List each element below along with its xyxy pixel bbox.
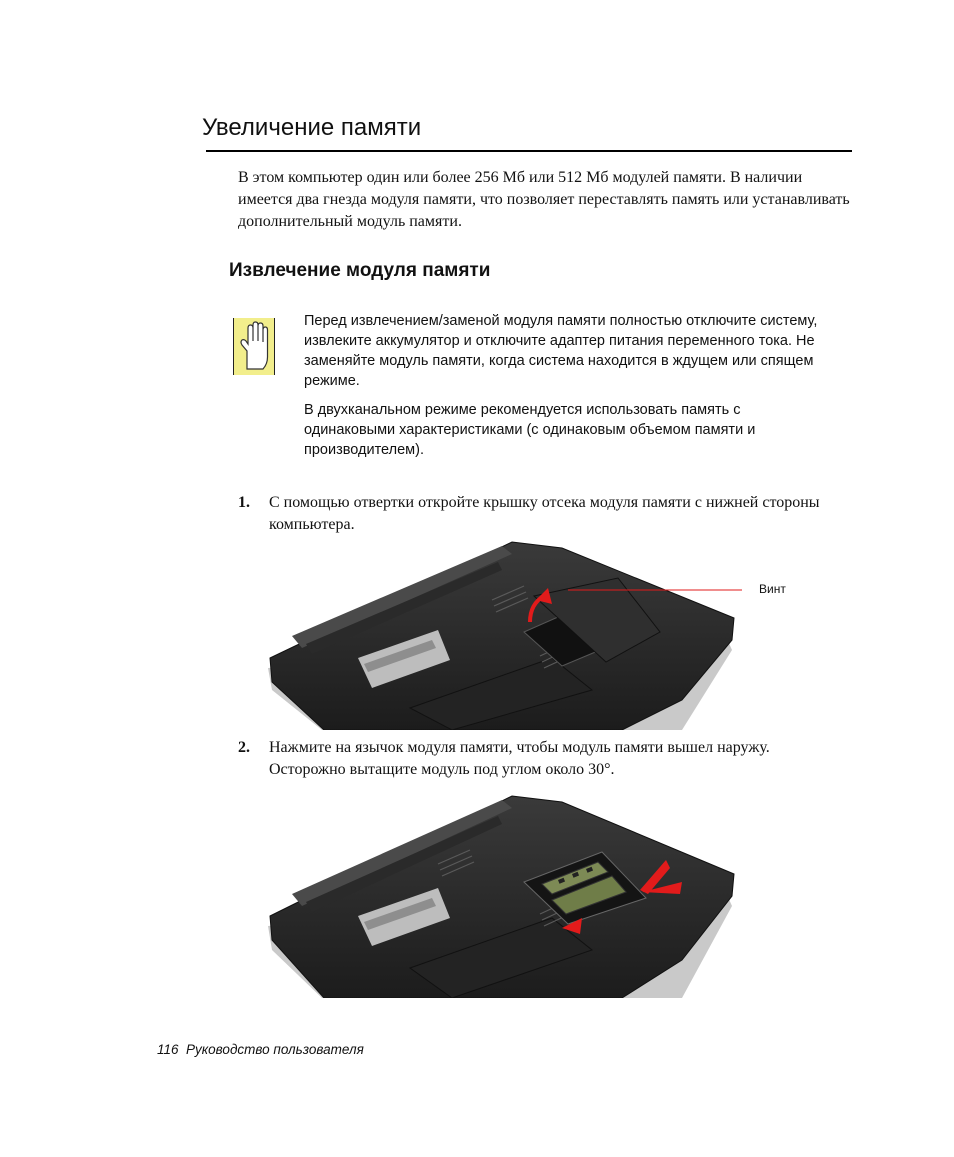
step-number: 1. (238, 494, 250, 511)
page-number: 116 (157, 1042, 179, 1057)
dual-channel-note: В двухканальном режиме рекомендуется использовать память с одинаковыми характеристиками (с одинаковым объемом памяти и производителем). (304, 402, 756, 458)
section-heading: Извлечение модуля памяти (229, 260, 491, 281)
page-footer (157, 1042, 364, 1057)
step-text: С помощью отвертки откройте крышку отсека модуля памяти с нижней стороны компьютера. (269, 494, 820, 533)
step-number: 2. (238, 739, 250, 756)
page-title: Увеличение памяти (202, 114, 422, 141)
caution-hand-icon (233, 318, 275, 375)
laptop-memory-module-photo (262, 794, 742, 998)
intro-paragraph: В этом компьютер один или более 256 Мб или 512 Мб модулей памяти. В наличии имеется два гнезда модуля памяти, что позволяет переставлять память или устанавливать дополнительный модуль памяти. (238, 169, 850, 230)
screw-callout-label: Винт (759, 582, 786, 596)
laptop-underside-cover-photo (262, 540, 742, 730)
caution-note: Перед извлечением/заменой модуля памяти полностью отключите систему, извлеките аккумулятор и отключите адаптер питания переменного тока. Не заменяйте модуль памяти, когда система находится в ждущем или спящем режиме. (304, 313, 818, 389)
footer-label: Руководство пользователя (186, 1042, 364, 1057)
title-rule (206, 150, 852, 152)
step-text: Нажмите на язычок модуля памяти, чтобы модуль памяти вышел наружу. Осторожно вытащите модуль под углом около 30°. (269, 739, 770, 778)
